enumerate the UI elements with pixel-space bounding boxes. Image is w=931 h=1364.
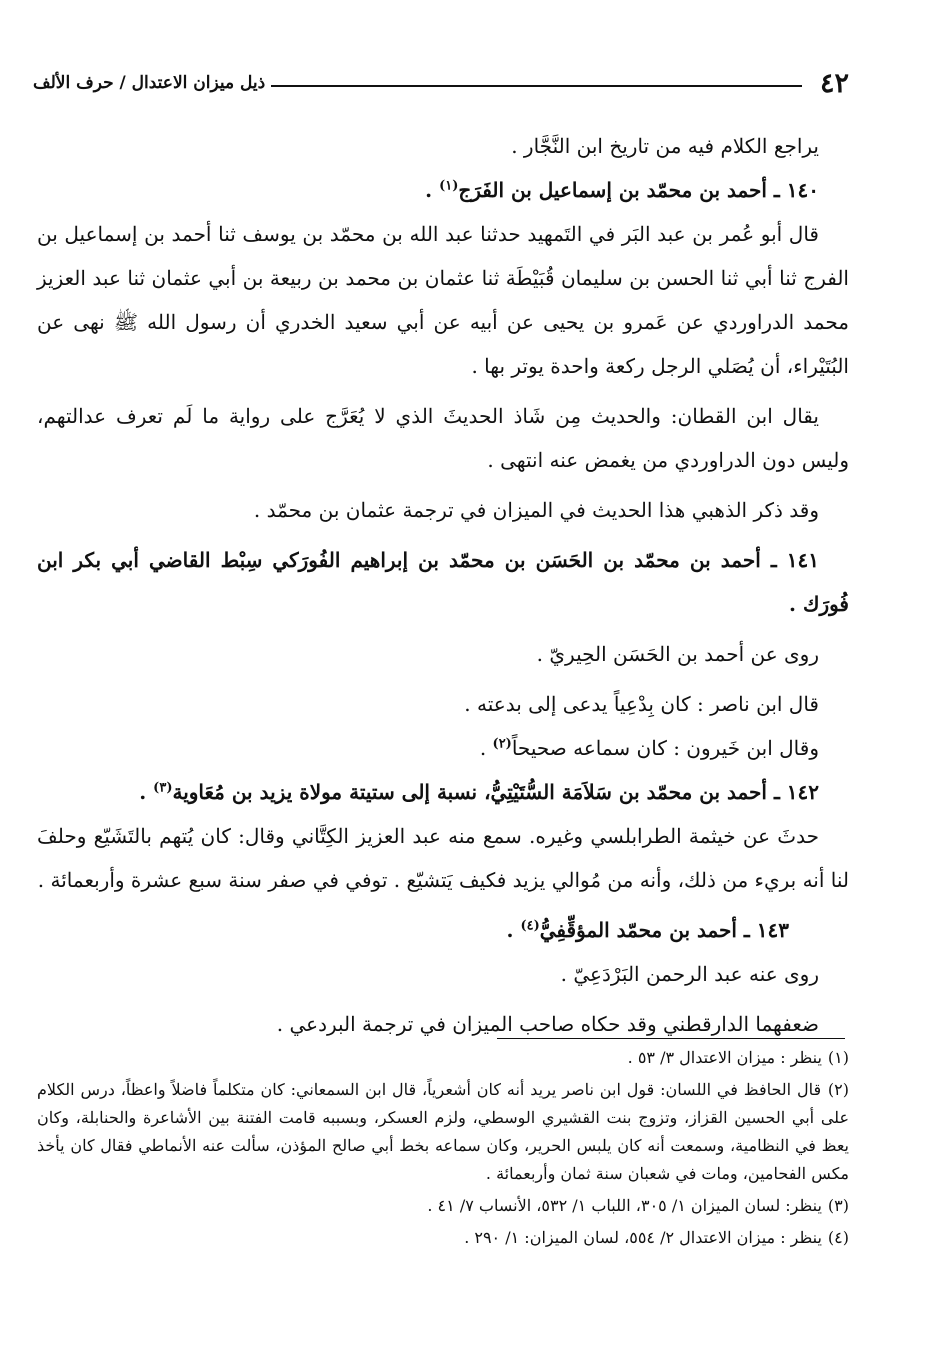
- footnote-text: ينظر : ميزان الاعتدال ٢/ ٥٥٤، لسان الميزان: ١/ ٢٩٠ .: [464, 1228, 822, 1247]
- entry-heading-143: [37, 908, 849, 952]
- paragraph: قال ابن ناصر : كان بِدْعِياً يدعى إلى بدعته .: [464, 692, 819, 716]
- footnote-text: ينظر: لسان الميزان ١/ ٣٠٥، اللباب ١/ ٥٣٢، الأنساب ٧/ ٤١ .: [427, 1196, 822, 1215]
- paragraph: يقال ابن القطان: والحديث مِن شَاذ الحديثَ الذي لا يُعَرَّج على رواية ما لَم تعرف عدالتهم، وليس دون الدراوردي من يغمض عنه انتهى .: [37, 404, 849, 472]
- footnote-ref: (٢): [492, 736, 512, 752]
- punctuation: .: [479, 736, 493, 760]
- footnote-number: (٢): [827, 1080, 850, 1099]
- running-title: ذيل ميزان الاعتدال / حرف الألف: [33, 73, 266, 93]
- punctuation: .: [139, 780, 154, 804]
- paragraph: حدثَ عن خيثمة الطرابلسي وغيره. سمع منه عبد العزيز الكِتَّاني وقال: كان يُتهم بالتَشَيّع وحلفَ لنا أنه بريء من ذلك، وأنه من مُوالي يزيد فكيف يَتشيّع . توفي في صفر سنة سبع عشرة وأربعمائة .: [37, 824, 849, 892]
- entry-title: ١٤٢ ـ أحمد بن محمّد بن سَلاَمَة السُّتَيْتِيُّ، نسبة إلى ستيتة مولاة يزيد بن مُعَاوية: [172, 780, 819, 804]
- main-text: [37, 124, 849, 1046]
- footnote: [37, 1224, 849, 1252]
- punctuation: .: [425, 178, 440, 202]
- entry-heading-140: [37, 168, 849, 212]
- paragraph: ضعفهما الدارقطني وقد حكاه صاحب الميزان في ترجمة البردعي .: [276, 1012, 819, 1036]
- page-number: ٤٢: [819, 67, 849, 99]
- entry-title: ١٤٠ ـ أحمد بن محمّد بن إسماعيل بن الفَرَج: [458, 178, 819, 202]
- entry-heading-141: ١٤١ ـ أحمد بن محمّد بن الحَسَن بن محمّد بن إبراهيم الفُورَكي سِبْط القاضي أبي بكر ابن فُورَك .: [37, 548, 849, 616]
- footnote-ref: (٤): [520, 918, 540, 934]
- footnote-separator: [497, 1038, 845, 1039]
- footnote-number: (٤): [827, 1228, 849, 1247]
- footnote-ref: (١): [439, 178, 459, 194]
- paragraph: وقد ذكر الذهبي هذا الحديث في الميزان في ترجمة عثمان بن محمّد .: [253, 498, 819, 522]
- footnote: [37, 1192, 849, 1220]
- running-header: [33, 66, 849, 100]
- paragraph: يراجع الكلام فيه من تاريخ ابن النَّجَّار .: [511, 134, 819, 158]
- paragraph: روى عن أحمد بن الحَسَن الحِيريّ .: [536, 642, 819, 666]
- footnotes: [37, 1044, 849, 1256]
- entry-title: ١٤٣ ـ أحمد بن محمّد المؤقِّفِيُّ: [539, 918, 789, 942]
- footnote-ref: (٣): [153, 780, 173, 796]
- footnote-number: (٣): [827, 1196, 849, 1215]
- footnote-number: (١): [827, 1048, 849, 1067]
- footnote: [37, 1044, 849, 1072]
- footnote: [37, 1076, 849, 1188]
- punctuation: .: [506, 918, 521, 942]
- paragraph-text: وقال ابن خَيرون : كان سماعه صحيحاً: [511, 736, 819, 760]
- paragraph: روى عنه عبد الرحمن البَرْدَعِيّ .: [560, 962, 819, 986]
- entry-heading-142: [37, 770, 849, 814]
- header-rule: [271, 85, 802, 87]
- paragraph: قال أبو عُمر بن عبد البَر في التَمهيد حدثنا عبد الله بن محمّد بن يوسف ثنا أحمد بن إسماعيل بن الفرج ثنا أبي ثنا الحسن بن سليمان قُبَيْطَة ثنا عثمان بن محمد بن ربيعة بن أبي عثمان ثنا عبد العزيز محمد الدراوردي عن عَمرو بن يحيى عن أبيه عن أبي سعيد الخدري أن رسول الله ﷺ نهى عن البُتَيْراء، أن يُصَلي الرجل ركعة واحدة يوتر بها .: [37, 222, 849, 378]
- footnote-text: قال الحافظ في اللسان: قول ابن ناصر يريد أنه كان أشعرياً، قال ابن السمعاني: كان متكلماً فاضلاً واعظاً، درس الكلام على أبي الحسين القزاز، وتزوج بنت القشيري الوسطي، ولزم العسكر، وبسببه قامت الفتنة بين الأشاعرة والحنابلة، وكان يعظ في النظامية، وسمعت أنه كان يلبس الحرير، وكان سماعه بخط أبي صالح المؤذن، سألت عنه الأنماطي فقال كان يأخذ مكس الفحامين، ومات في شعبان سنة ثمان وأربعمائة .: [37, 1080, 849, 1183]
- footnote-text: ينظر : ميزان الاعتدال ٣/ ٥٣ .: [627, 1048, 822, 1067]
- paragraph: [37, 726, 849, 770]
